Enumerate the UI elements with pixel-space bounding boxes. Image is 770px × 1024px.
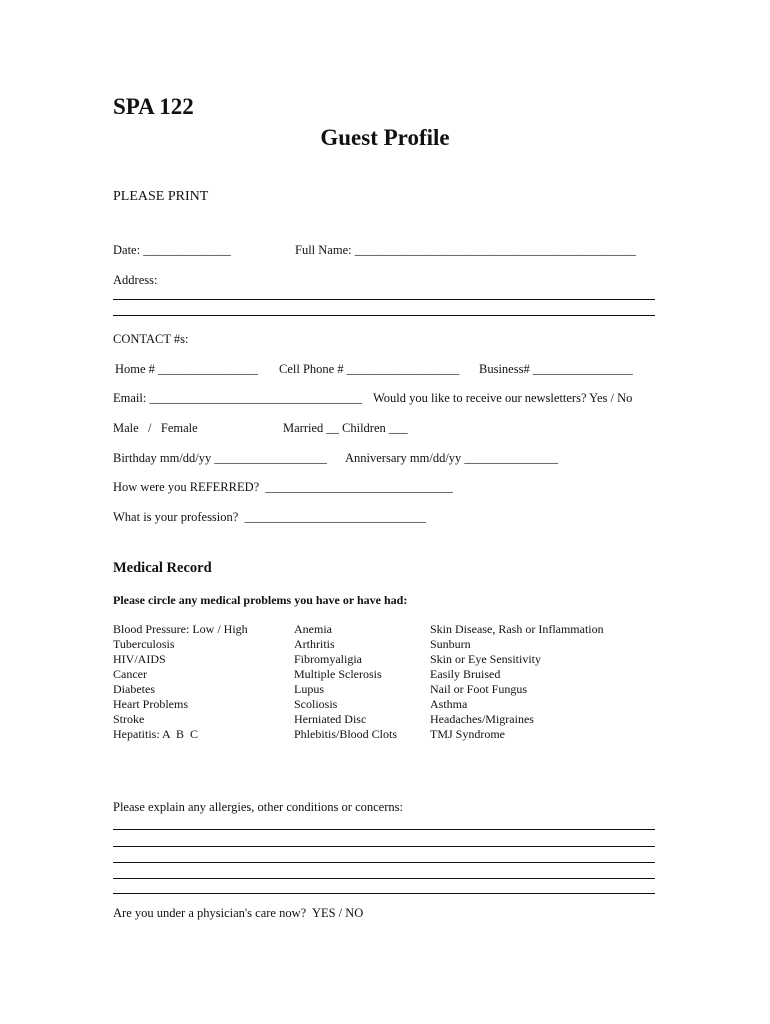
condition-item[interactable]: Phlebitis/Blood Clots (294, 727, 398, 741)
condition-item[interactable]: Fibromyaligia (294, 652, 362, 666)
condition-column-2 (294, 622, 397, 742)
condition-item[interactable]: Heart Problems (113, 697, 188, 711)
marital-children-field[interactable]: Married __ Children ___ (283, 421, 408, 435)
condition-column-1 (113, 622, 248, 742)
concerns-line-4[interactable] (113, 878, 655, 879)
condition-item[interactable]: Cancer (113, 667, 147, 681)
condition-item[interactable]: Hepatitis: A B C (113, 727, 199, 741)
condition-item[interactable]: Tuberculosis (113, 637, 175, 651)
course-code: SPA 122 (113, 94, 194, 119)
condition-item[interactable]: Sunburn (430, 637, 471, 651)
cell-phone-field[interactable]: Cell Phone # __________________ (279, 362, 460, 376)
condition-item[interactable]: Multiple Sclerosis (294, 667, 382, 681)
condition-item[interactable]: HIV/AIDS (113, 652, 166, 666)
referral-field[interactable]: How were you REFERRED? ______________________________ (113, 480, 453, 494)
physician-care-question[interactable]: Are you under a physician's care now? YES / NO (113, 906, 364, 920)
condition-item[interactable]: Headaches/Migraines (430, 712, 534, 726)
address-line-2[interactable] (113, 315, 655, 316)
full-name-field[interactable]: Full Name: _____________________________________________ (295, 243, 636, 257)
contact-label: CONTACT #s: (113, 332, 189, 346)
birthday-field[interactable]: Birthday mm/dd/yy __________________ (113, 451, 327, 465)
condition-item[interactable]: Asthma (430, 697, 468, 711)
concerns-line-1[interactable] (113, 829, 655, 830)
date-field[interactable]: Date: ______________ (113, 243, 231, 257)
condition-item[interactable]: Skin Disease, Rash or Inflammation (430, 622, 604, 636)
medical-instruction: Please circle any medical problems you have or have had: (113, 593, 408, 607)
concerns-line-2[interactable] (113, 846, 655, 847)
condition-item[interactable]: Diabetes (113, 682, 155, 696)
anniversary-field[interactable]: Anniversary mm/dd/yy _______________ (345, 451, 559, 465)
condition-item[interactable]: Nail or Foot Fungus (430, 682, 528, 696)
profession-field[interactable]: What is your profession? _____________________________ (113, 510, 426, 524)
condition-item[interactable]: Arthritis (294, 637, 335, 651)
business-phone-field[interactable]: Business# ________________ (479, 362, 633, 376)
condition-item[interactable]: Easily Bruised (430, 667, 501, 681)
condition-item[interactable]: Lupus (294, 682, 324, 696)
condition-item[interactable]: Scoliosis (294, 697, 338, 711)
condition-column-3 (430, 622, 604, 742)
medical-record-heading: Medical Record (113, 560, 212, 576)
email-field[interactable]: Email: __________________________________ (113, 391, 362, 405)
home-phone-field[interactable]: Home # ________________ (115, 362, 259, 376)
newsletter-question[interactable]: Would you like to receive our newsletters? Yes / No (373, 391, 633, 405)
condition-item[interactable]: Herniated Disc (294, 712, 367, 726)
condition-item[interactable]: Anemia (294, 622, 332, 636)
page-title: Guest Profile (320, 125, 450, 150)
condition-item[interactable]: Skin or Eye Sensitivity (430, 652, 541, 666)
condition-item[interactable]: TMJ Syndrome (430, 727, 505, 741)
allergies-label: Please explain any allergies, other conditions or concerns: (113, 800, 403, 814)
address-label: Address: (113, 273, 158, 287)
condition-item[interactable]: Blood Pressure: Low / High (113, 622, 248, 636)
concerns-line-5[interactable] (113, 893, 655, 894)
concerns-line-3[interactable] (113, 862, 655, 863)
address-line-1[interactable] (113, 299, 655, 300)
condition-item[interactable]: Stroke (113, 712, 145, 726)
gender-choice[interactable]: Male / Female (113, 421, 198, 435)
please-print-instruction: PLEASE PRINT (113, 189, 209, 204)
